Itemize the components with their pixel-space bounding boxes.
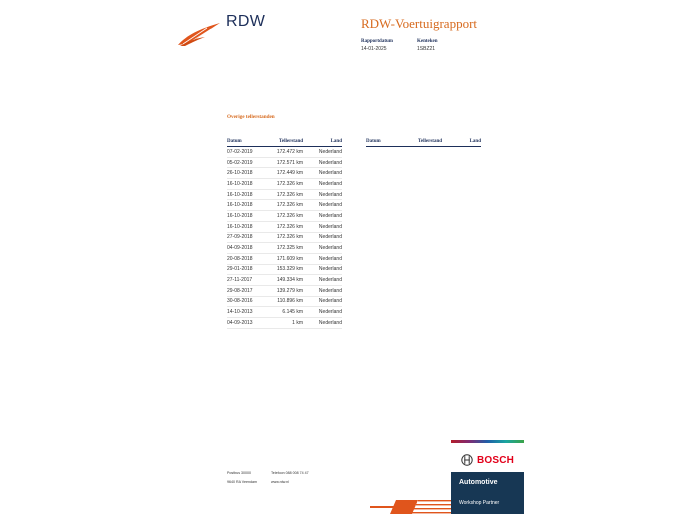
cell-date: 04-09-2018 — [227, 243, 261, 254]
cell-date: 27-09-2018 — [227, 232, 261, 243]
cell-odometer: 171.609 km — [261, 253, 303, 264]
partner-line1: Automotive — [459, 479, 498, 486]
table-row — [227, 285, 342, 296]
cell-odometer: 172.326 km — [261, 189, 303, 200]
bosch-armature-icon — [461, 454, 473, 466]
table-row — [227, 307, 342, 318]
table-header-row — [366, 138, 481, 147]
cell-date: 07-02-2019 — [227, 147, 261, 158]
report-date-value: 14-01-2025 — [361, 46, 387, 52]
cell-odometer: 172.571 km — [261, 157, 303, 168]
cell-country: Nederland — [303, 296, 342, 307]
cell-date: 16-10-2018 — [227, 200, 261, 211]
table-row — [227, 168, 342, 179]
table-row — [227, 189, 342, 200]
footer-postbus: Postbus 30000 — [227, 471, 251, 475]
cell-date: 26-10-2018 — [227, 168, 261, 179]
cell-country: Nederland — [303, 307, 342, 318]
cell-date: 16-10-2018 — [227, 211, 261, 222]
cell-odometer: 110.896 km — [261, 296, 303, 307]
cell-date: 29-01-2018 — [227, 264, 261, 275]
partner-line2: Workshop Partner — [459, 500, 500, 506]
table-header-row — [227, 138, 342, 147]
table-row — [227, 232, 342, 243]
table-row — [227, 157, 342, 168]
cell-country: Nederland — [303, 221, 342, 232]
table-row — [227, 275, 342, 286]
footer-city: 9640 RA Veendam — [227, 480, 257, 484]
cell-odometer: 172.326 km — [261, 221, 303, 232]
column-header-country: Land — [442, 138, 481, 147]
footer-web: www.rdw.nl — [271, 480, 289, 484]
footer-stripes-icon — [370, 497, 452, 514]
cell-odometer: 172.325 km — [261, 243, 303, 254]
cell-country: Nederland — [303, 211, 342, 222]
partner-logo — [451, 449, 524, 471]
cell-odometer: 139.279 km — [261, 285, 303, 296]
rdw-logo-icon — [177, 21, 221, 47]
cell-odometer: 172.326 km — [261, 179, 303, 190]
cell-odometer: 172.326 km — [261, 211, 303, 222]
cell-odometer: 172.449 km — [261, 168, 303, 179]
column-header-date: Datum — [366, 138, 400, 147]
cell-country: Nederland — [303, 189, 342, 200]
column-header-odometer: Tellerstand — [400, 138, 442, 147]
table-row — [227, 221, 342, 232]
odometer-table-right — [366, 138, 481, 147]
cell-country: Nederland — [303, 275, 342, 286]
odometer-table — [227, 138, 342, 329]
cell-odometer: 172.326 km — [261, 200, 303, 211]
cell-country: Nederland — [303, 168, 342, 179]
page-title: RDW-Voertuigrapport — [361, 16, 478, 31]
cell-date: 16-10-2018 — [227, 179, 261, 190]
cell-country: Nederland — [303, 264, 342, 275]
column-header-odometer: Tellerstand — [261, 138, 303, 147]
cell-country: Nederland — [303, 157, 342, 168]
table-row — [227, 253, 342, 264]
plate-label: Kenteken — [417, 39, 438, 44]
table-row — [227, 296, 342, 307]
table-row — [227, 211, 342, 222]
column-header-date: Datum — [227, 138, 261, 147]
cell-date: 04-09-2013 — [227, 318, 261, 329]
report-date-label: Rapportdatum — [361, 39, 393, 44]
cell-country: Nederland — [303, 179, 342, 190]
cell-odometer: 1 km — [261, 318, 303, 329]
cell-odometer: 149.334 km — [261, 275, 303, 286]
cell-country: Nederland — [303, 253, 342, 264]
cell-date: 14-10-2013 — [227, 307, 261, 318]
plate-value: 1SBZ21 — [417, 46, 436, 52]
cell-odometer: 172.326 km — [261, 232, 303, 243]
cell-country: Nederland — [303, 200, 342, 211]
cell-country: Nederland — [303, 318, 342, 329]
table-row — [227, 243, 342, 254]
footer-phone: Telefoon 088 008 74 47 — [271, 471, 309, 475]
cell-odometer: 153.329 km — [261, 264, 303, 275]
partner-brand: BOSCH — [476, 454, 515, 466]
cell-date: 29-08-2017 — [227, 285, 261, 296]
table-row — [227, 147, 342, 158]
table-row — [227, 200, 342, 211]
cell-odometer: 172.472 km — [261, 147, 303, 158]
cell-date: 20-08-2018 — [227, 253, 261, 264]
table-row — [227, 318, 342, 329]
table-body — [227, 147, 342, 329]
cell-country: Nederland — [303, 285, 342, 296]
cell-country: Nederland — [303, 243, 342, 254]
cell-date: 05-02-2019 — [227, 157, 261, 168]
table-row — [227, 179, 342, 190]
cell-date: 16-10-2018 — [227, 221, 261, 232]
cell-date: 30-08-2016 — [227, 296, 261, 307]
cell-odometer: 6.145 km — [261, 307, 303, 318]
partner-color-bar — [451, 440, 524, 443]
cell-date: 16-10-2018 — [227, 189, 261, 200]
table-row — [227, 264, 342, 275]
cell-date: 27-11-2017 — [227, 275, 261, 286]
cell-country: Nederland — [303, 147, 342, 158]
section-title: Overige tellerstanden — [227, 114, 275, 120]
cell-country: Nederland — [303, 232, 342, 243]
column-header-country: Land — [303, 138, 342, 147]
brand-name: RDW — [226, 13, 266, 30]
